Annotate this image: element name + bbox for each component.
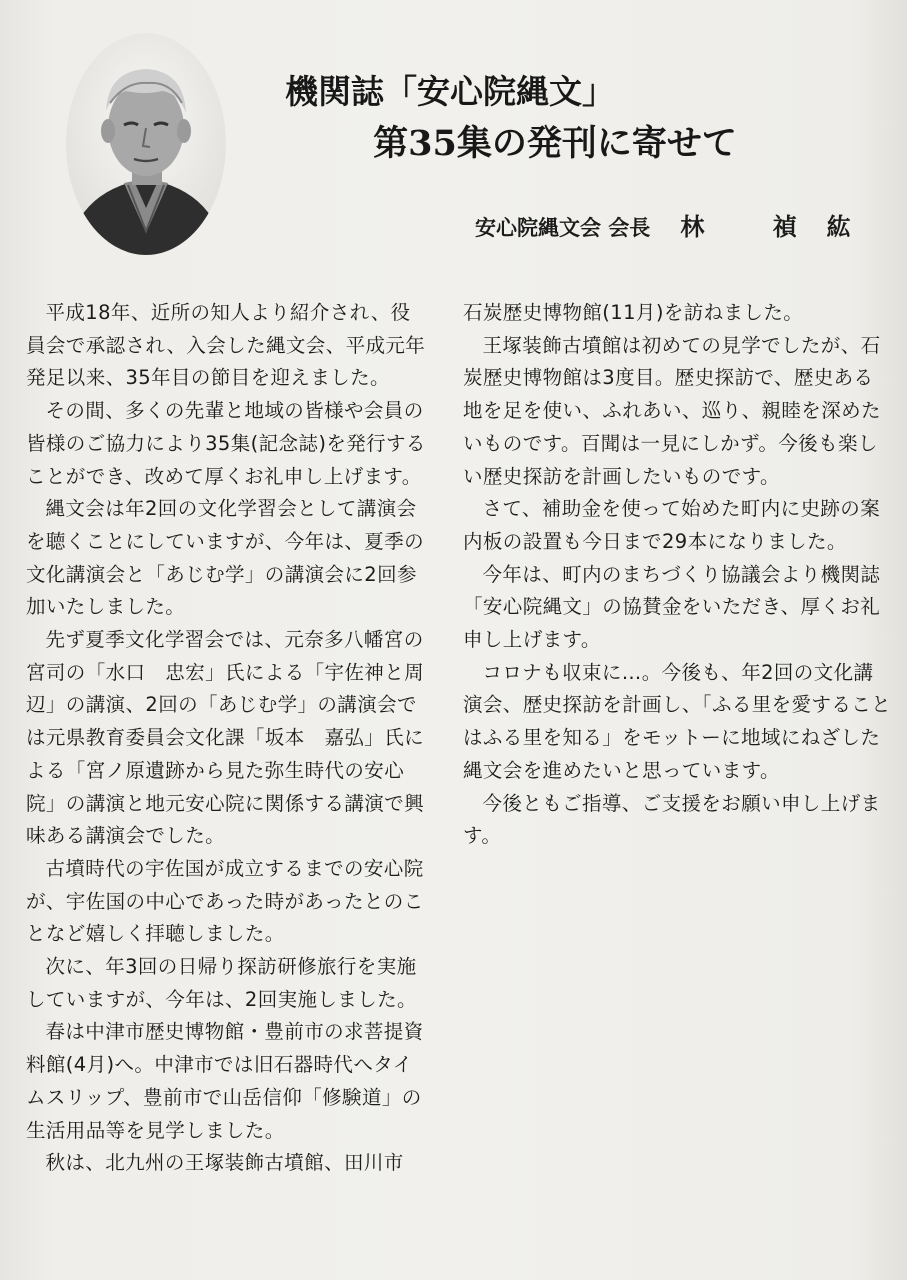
body-column-left bbox=[26, 297, 426, 1180]
paragraph: 春は中津市歴史博物館・豊前市の求菩提資料館(4月)へ。中津市では旧石器時代へタイムスリップ、豊前市で山岳信仰「修験道」の生活用品等を見学しました。 bbox=[26, 1020, 424, 1142]
author-name: 林 禎紘 bbox=[680, 213, 881, 241]
paragraph: 古墳時代の宇佐国が成立するまでの安心院が、宇佐国の中心であった時があったとのことなど嬉しく拝聴しました。 bbox=[26, 856, 424, 946]
portrait-photo-icon bbox=[66, 33, 226, 255]
paragraph: 秋は、北九州の王塚装飾古墳館、田川市 bbox=[45, 1151, 404, 1175]
paragraph: さて、補助金を使って始めた町内に史跡の案内板の設置も今日まで29本になりました。 bbox=[463, 497, 881, 553]
body-column-right bbox=[463, 297, 893, 853]
paragraph: 次に、年3回の日帰り探訪研修旅行を実施していますが、今年は、2回実施しました。 bbox=[26, 955, 417, 1011]
author-organization: 安心院縄文会 会長 bbox=[475, 216, 651, 240]
paragraph: 縄文会は年2回の文化学習会として講演会を聴くことにしていますが、今年は、夏季の文化講演会と「あじむ学」の講演会に2回参加いたしました。 bbox=[26, 497, 425, 619]
paragraph: 平成18年、近所の知人より紹介され、役員会で承認され、入会した縄文会、平成元年発足以来、35年目の節目を迎えました。 bbox=[26, 301, 426, 390]
paragraph: 先ず夏季文化学習会では、元奈多八幡宮の宮司の「水口 忠宏」氏による「宇佐神と周辺」の講演、2回の「あじむ学」の講演会では元県教育委員会文化課「坂本 嘉弘」氏による「宮ノ原遺跡から見た弥生時代の安心院」の講演と地元安心院に関係する講演で興味ある講演会でした。 bbox=[26, 628, 425, 848]
paragraph: 今年は、町内のまちづくり協議会より機関誌「安心院縄文」の協賛金をいただき、厚くお礼申し上げます。 bbox=[463, 562, 881, 652]
paragraph: コロナも収束に…。今後も、年2回の文化講演会、歴史探訪を計画し、「ふる里を愛することはふる里を知る」をモットーに地域にねざした縄文会を進めたいと思っています。 bbox=[463, 660, 892, 782]
author-byline bbox=[475, 207, 881, 242]
article-title-line1: 機関誌「安心院縄文」 bbox=[285, 72, 615, 111]
paragraph: その間、多くの先輩と地域の皆様や会員の皆様のご協力により35集(記念誌)を発行することができ、改めて厚くお礼申し上げます。 bbox=[26, 399, 426, 488]
paragraph: 王塚装飾古墳館は初めての見学でしたが、石炭歴史博物館は3度目。歴史探訪で、歴史ある地を足を使い、ふれあい、巡り、親睦を深めたいものです。百聞は一見にしかず。今後も楽しい歴史探訪を計画したいものです。 bbox=[463, 333, 881, 488]
paragraph: 今後ともご指導、ご支援をお願い申し上げます。 bbox=[463, 791, 881, 848]
paragraph: 石炭歴史博物館(11月)を訪ねました。 bbox=[463, 301, 804, 324]
author-portrait bbox=[66, 33, 226, 255]
article-title-line2: 第35集の発刊に寄せて bbox=[373, 123, 737, 164]
